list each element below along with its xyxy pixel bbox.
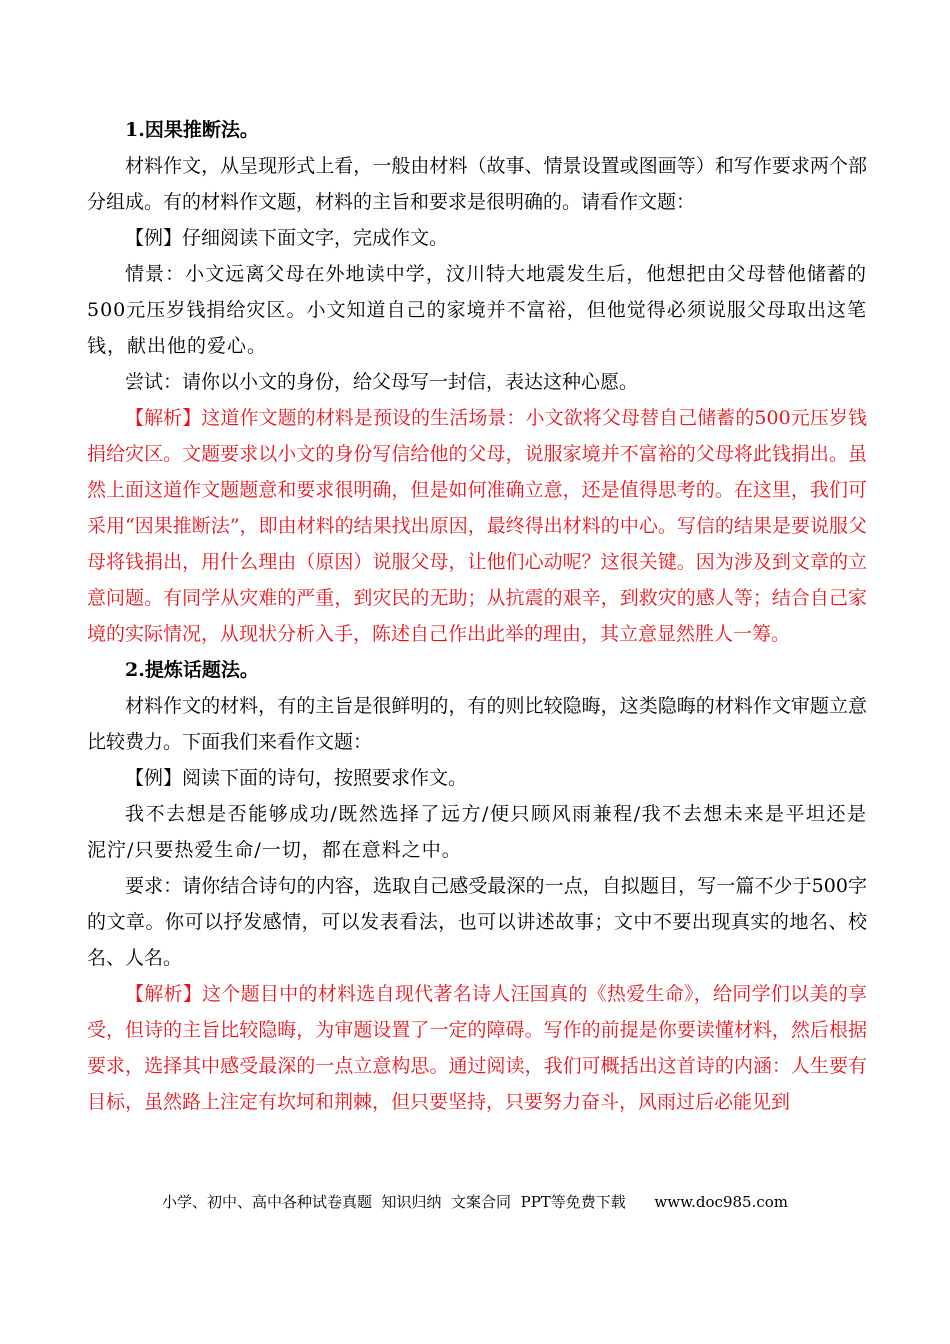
section1-scenario: 情景：小文远离父母在外地读中学，汶川特大地震发生后，他想把由父母替他储蓄的500元压岁钱捐给灾区。小文知道自己的家境并不富裕，但他觉得必须说服父母取出这笔钱，献出他的爱心。 xyxy=(87,263,867,357)
section1-analysis: 【解析】这道作文题的材料是预设的生活场景：小文欲将父母替自己储蓄的500元压岁钱捐给灾区。文题要求以小文的身份写信给他的父母，说服家境并不富裕的父母将此钱捐出。虽然上面这道作文题题意和要求很明确，但是如何准确立意，还是值得思考的。在这里，我们可采用“因果推断法”，即由材料的结果找出原因，最终得出材料的中心。写信的结果是要说服父母将钱捐出，用什么理由（原因）说服父母，让他们心动呢？这很关键。因为涉及到文章的立意问题。有同学从灾难的严重，到灾民的无助；从抗震的艰辛，到救灾的感人等；结合自己家境的实际情况，从现状分析入手，陈述自己作出此举的理由，其立意显然胜人一筹。 xyxy=(87,407,867,645)
section2-intro: 材料作文的材料，有的主旨是很鲜明的，有的则比较隐晦，这类隐晦的材料作文审题立意比较费力。下面我们来看作文题： xyxy=(87,695,867,753)
section1-heading: 1.因果推断法。 xyxy=(125,119,259,141)
footer-url: www.doc985.com xyxy=(654,1193,788,1211)
document-body xyxy=(87,112,867,1120)
footer-text: 小学、初中、高中各种试卷真题 知识归纳 文案合同 PPT等免费下载 xyxy=(161,1193,626,1211)
section1-intro: 材料作文，从呈现形式上看，一般由材料（故事、情景设置或图画等）和写作要求两个部分组成。有的材料作文题，材料的主旨和要求是很明确的。请看作文题： xyxy=(87,155,867,213)
section2-example: 【例】阅读下面的诗句，按照要求作文。 xyxy=(125,767,468,789)
page-footer xyxy=(0,1192,950,1212)
section2-heading: 2.提炼话题法。 xyxy=(125,659,259,681)
section2-requirement: 要求：请你结合诗句的内容，选取自己感受最深的一点，自拟题目，写一篇不少于500字的文章。你可以抒发感情，可以发表看法，也可以讲述故事；文中不要出现真实的地名、校名、人名。 xyxy=(87,875,867,969)
section2-analysis: 【解析】这个题目中的材料选自现代著名诗人汪国真的《热爱生命》，给同学们以美的享受，但诗的主旨比较隐晦，为审题设置了一定的障碍。写作的前提是你要读懂材料，然后根据要求，选择其中感受最深的一点立意构思。通过阅读，我们可概括出这首诗的内涵：人生要有目标，虽然路上注定有坎坷和荆棘，但只要坚持，只要努力奋斗，风雨过后必能见到 xyxy=(87,983,867,1113)
section1-task: 尝试：请你以小文的身份，给父母写一封信，表达这种心愿。 xyxy=(125,371,639,393)
section2-poem: 我不去想是否能够成功/既然选择了远方/便只顾风雨兼程/我不去想未来是平坦还是泥泞/只要热爱生命/一切，都在意料之中。 xyxy=(87,803,867,861)
section1-example: 【例】仔细阅读下面文字，完成作文。 xyxy=(125,227,449,249)
